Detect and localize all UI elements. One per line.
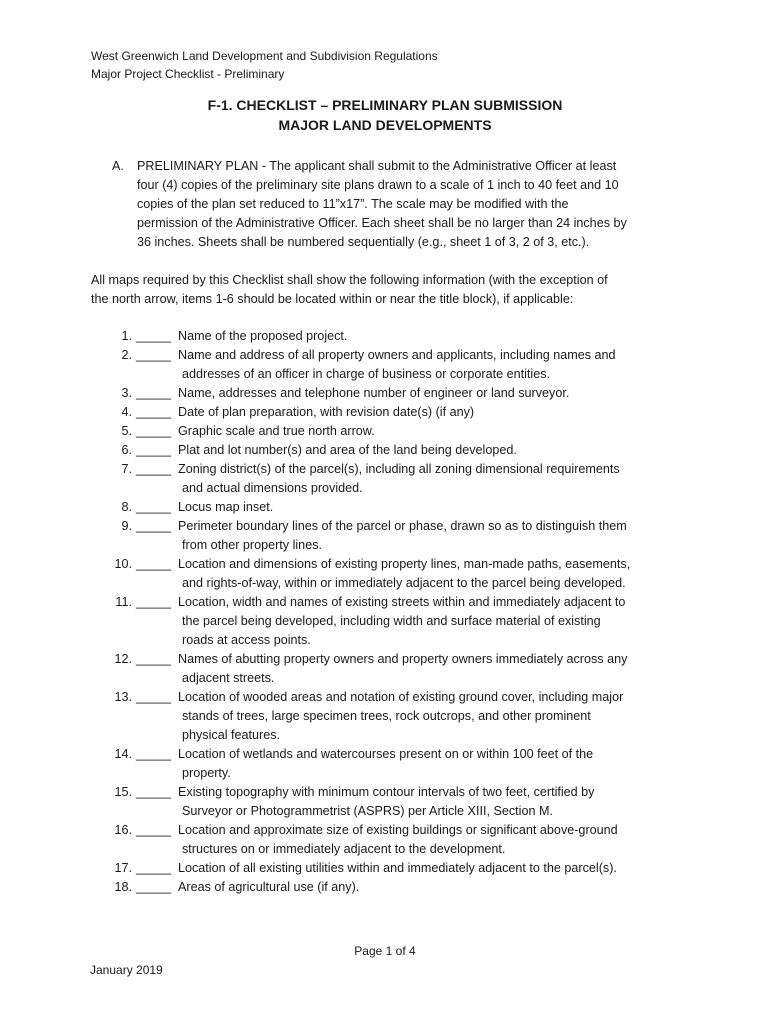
item-text: Date of plan preparation, with revision date(s) (if any) <box>178 405 475 419</box>
item-number: 1. <box>121 329 132 343</box>
item-check-blank[interactable]: _____ <box>136 880 172 894</box>
running-header <box>91 47 438 83</box>
item-number: 10. <box>114 557 132 571</box>
item-check-blank[interactable]: _____ <box>136 443 172 457</box>
item-number: 3. <box>121 386 132 400</box>
section-a-line: four (4) copies of the preliminary site plans drawn to a scale of 1 inch to 40 feet and 10 <box>137 178 619 192</box>
item-text-continued: adjacent streets. <box>182 671 275 685</box>
checklist-item <box>100 878 690 897</box>
section-a-line: 36 inches. Sheets shall be numbered sequentially (e.g., sheet 1 of 3, 2 of 3, etc.). <box>137 235 590 249</box>
item-text: Names of abutting property owners and property owners immediately across any <box>178 652 628 666</box>
checklist-item <box>100 783 690 821</box>
item-text: Areas of agricultural use (if any). <box>178 880 360 894</box>
item-text: Location and approximate size of existing buildings or significant above-ground <box>178 823 618 837</box>
item-check-blank[interactable]: _____ <box>136 785 172 799</box>
checklist-item <box>100 498 690 517</box>
item-text: Locus map inset. <box>178 500 274 514</box>
item-check-blank[interactable]: _____ <box>136 405 172 419</box>
intro-paragraph <box>91 271 681 309</box>
title-line-2: MAJOR LAND DEVELOPMENTS <box>278 117 492 133</box>
item-text: Existing topography with minimum contour intervals of two feet, certified by <box>178 785 595 799</box>
item-text-continued: property. <box>182 766 231 780</box>
page-number: Page 1 of 4 <box>354 944 416 958</box>
item-check-blank[interactable]: _____ <box>136 823 172 837</box>
item-text: Location of all existing utilities within and immediately adjacent to the parcel(s). <box>178 861 617 875</box>
section-a-line: PRELIMINARY PLAN - The applicant shall submit to the Administrative Officer at least <box>137 159 617 173</box>
item-check-blank[interactable]: _____ <box>136 595 172 609</box>
item-text: Perimeter boundary lines of the parcel or phase, drawn so as to distinguish them <box>178 519 627 533</box>
item-number: 13. <box>114 690 132 704</box>
item-check-blank[interactable]: _____ <box>136 500 172 514</box>
checklist-item <box>100 327 690 346</box>
item-number: 18. <box>114 880 132 894</box>
item-check-blank[interactable]: _____ <box>136 386 172 400</box>
checklist-item <box>100 593 690 650</box>
checklist-item <box>100 555 690 593</box>
intro-line-1: All maps required by this Checklist shall show the following information (with the exception of <box>91 273 608 287</box>
checklist <box>100 327 690 897</box>
title-line-1: F-1. CHECKLIST – PRELIMINARY PLAN SUBMISSION <box>207 97 563 113</box>
item-check-blank[interactable]: _____ <box>136 690 172 704</box>
item-number: 2. <box>121 348 132 362</box>
section-a <box>112 157 682 252</box>
item-check-blank[interactable]: _____ <box>136 348 172 362</box>
item-check-blank[interactable]: _____ <box>136 462 172 476</box>
item-number: 9. <box>121 519 132 533</box>
intro-line-2: the north arrow, items 1-6 should be located within or near the title block), if applicable: <box>91 292 574 306</box>
item-text: Zoning district(s) of the parcel(s), including all zoning dimensional requirements <box>178 462 620 476</box>
item-check-blank[interactable]: _____ <box>136 652 172 666</box>
checklist-item <box>100 403 690 422</box>
checklist-item <box>100 422 690 441</box>
section-a-line: permission of the Administrative Officer. Each sheet shall be no larger than 24 inches by <box>137 216 627 230</box>
item-number: 6. <box>121 443 132 457</box>
checklist-item <box>100 517 690 555</box>
item-check-blank[interactable]: _____ <box>136 424 172 438</box>
item-text-continued: Surveyor or Photogrammetrist (ASPRS) per Article XIII, Section M. <box>182 804 553 818</box>
item-text: Plat and lot number(s) and area of the land being developed. <box>178 443 517 457</box>
section-a-line: copies of the plan set reduced to 11”x17”. The scale may be modified with the <box>137 197 569 211</box>
header-line-2: Major Project Checklist - Preliminary <box>91 67 285 81</box>
checklist-item <box>100 745 690 783</box>
checklist-item <box>100 821 690 859</box>
item-check-blank[interactable]: _____ <box>136 519 172 533</box>
item-text: Location and dimensions of existing property lines, man-made paths, easements, <box>178 557 631 571</box>
checklist-item <box>100 460 690 498</box>
section-a-label: A. <box>112 159 124 173</box>
checklist-item <box>100 384 690 403</box>
item-check-blank[interactable]: _____ <box>136 557 172 571</box>
item-text-continued: physical features. <box>182 728 281 742</box>
checklist-item <box>100 650 690 688</box>
item-text: Name of the proposed project. <box>178 329 348 343</box>
item-text-continued: and rights-of-way, within or immediately adjacent to the parcel being developed. <box>182 576 626 590</box>
item-text: Location, width and names of existing streets within and immediately adjacent to <box>178 595 626 609</box>
item-number: 4. <box>121 405 132 419</box>
item-text-continued: and actual dimensions provided. <box>182 481 363 495</box>
checklist-item <box>100 346 690 384</box>
item-text-continued: addresses of an officer in charge of business or corporate entities. <box>182 367 550 381</box>
item-number: 8. <box>121 500 132 514</box>
item-number: 16. <box>114 823 132 837</box>
item-number: 11. <box>115 595 132 609</box>
item-text: Name and address of all property owners and applicants, including names and <box>178 348 616 362</box>
footer-date: January 2019 <box>90 963 163 977</box>
item-number: 17. <box>114 861 132 875</box>
item-text: Graphic scale and true north arrow. <box>178 424 375 438</box>
item-number: 5. <box>121 424 132 438</box>
checklist-item <box>100 441 690 460</box>
item-text-continued: roads at access points. <box>182 633 311 647</box>
item-text-continued: from other property lines. <box>182 538 322 552</box>
header-line-1: West Greenwich Land Development and Subdivision Regulations <box>91 49 438 63</box>
item-number: 12. <box>114 652 132 666</box>
item-text: Location of wooded areas and notation of existing ground cover, including major <box>178 690 624 704</box>
item-text-continued: structures on or immediately adjacent to the development. <box>182 842 506 856</box>
item-text: Location of wetlands and watercourses present on or within 100 feet of the <box>178 747 594 761</box>
checklist-item <box>100 688 690 745</box>
item-text-continued: stands of trees, large specimen trees, rock outcrops, and other prominent <box>182 709 591 723</box>
item-number: 7. <box>121 462 132 476</box>
item-text: Name, addresses and telephone number of engineer or land surveyor. <box>178 386 570 400</box>
item-check-blank[interactable]: _____ <box>136 747 172 761</box>
item-check-blank[interactable]: _____ <box>136 329 172 343</box>
section-a-text <box>137 157 682 252</box>
item-check-blank[interactable]: _____ <box>136 861 172 875</box>
document-title <box>0 95 770 135</box>
checklist-item <box>100 859 690 878</box>
item-text-continued: the parcel being developed, including width and surface material of existing <box>182 614 601 628</box>
item-number: 14. <box>114 747 132 761</box>
item-number: 15. <box>114 785 132 799</box>
